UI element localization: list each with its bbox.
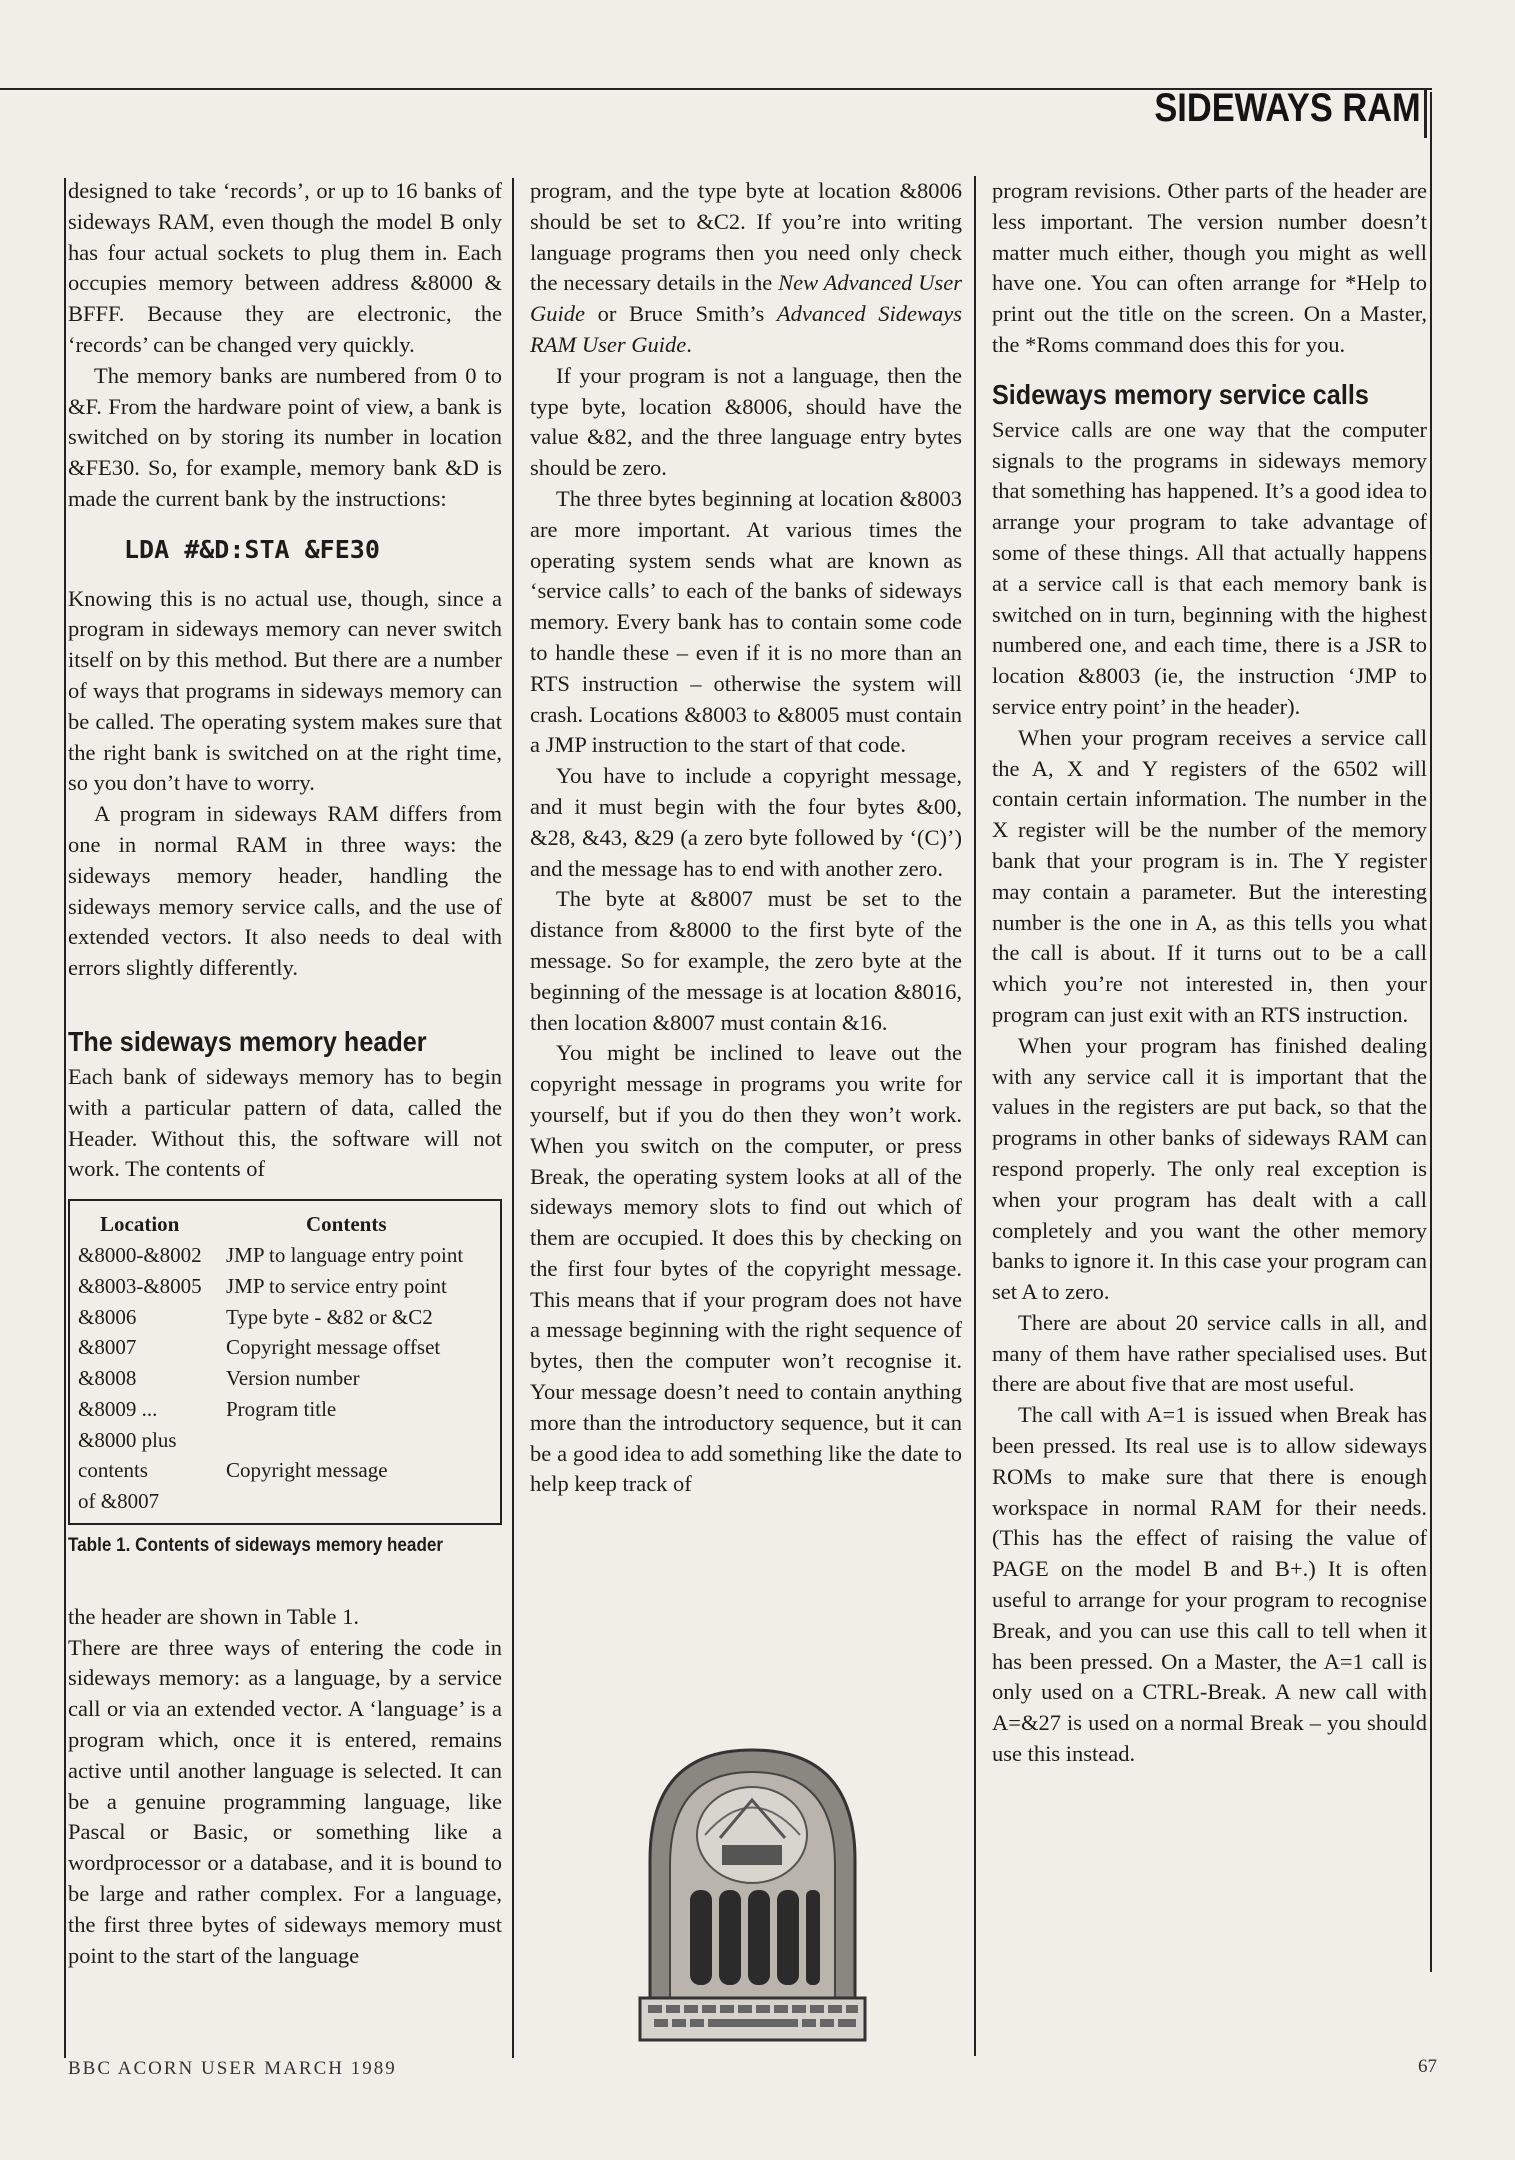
header-contents-table (68, 1199, 502, 1525)
table-cell: Copyright message (226, 1458, 388, 1483)
table-cell: &8000-&8002 (78, 1242, 202, 1267)
table-row (78, 1302, 492, 1333)
column-rule (512, 178, 514, 2058)
paragraph: You have to include a copyright message, and it must begin with the four bytes &00, &28, &43, &29 (a zero byte followed by ‘(C)’) and the message has to end with another zero. (530, 763, 962, 881)
subheading-header: The sideways memory header (68, 1025, 427, 1057)
table-cell: contents (78, 1458, 148, 1483)
section-title: SIDEWAYS RAM (1154, 86, 1421, 130)
column-header-location: Location (100, 1212, 180, 1237)
book-title: Advanced Sideways RAM User Guide (530, 301, 962, 357)
column-rule (64, 178, 66, 2058)
footer-magazine: BBC ACORN USER MARCH 1989 (68, 2058, 397, 2079)
table-caption: Table 1. Contents of sideways memory header (68, 1535, 444, 1557)
table-cell: &8009 ... (78, 1396, 158, 1421)
column-1 (68, 176, 502, 1971)
table-cell: &8006 (78, 1304, 137, 1329)
column-3 (992, 176, 1427, 1770)
paragraph (530, 176, 962, 361)
code-snippet: LDA #&D:STA &FE30 (124, 534, 380, 564)
paragraph: The call with A=1 is issued when Break has been pressed. Its real use is to allow sideways ROMs to make sure that there is enough workspace in normal RAM for their needs. (This has the effect of raising the value of PAGE on the model B and B+.) It is often useful to arrange for your program to recognise Break, and you can use this call to tell when it has been pressed. On a Master, the A=1 call is only used on a CTRL-Break. A new call with A=&27 is used on a normal Break – you should use this instead. (992, 1402, 1427, 1767)
table-cell: of &8007 (78, 1489, 160, 1514)
paragraph: If your program is not a language, then the type byte, location &8006, should have the value &82, and the three language entry bytes should be zero. (530, 362, 962, 481)
table-row (78, 1455, 492, 1486)
column-rule (974, 176, 976, 2056)
paragraph: Knowing this is no actual use, though, since a program in sideways memory can never switch itself on by this method. But there are a number of ways that programs in sideways memory can be called. The operating system makes sure that the right bank is switched on at the right time, so you don’t have to worry. (68, 585, 502, 796)
paragraph: There are three ways of entering the code in sideways memory: as a language, by a service call or via an extended vector. A ‘language’ is a program which, once it is entered, remains active until another language is selected. It can be a genuine programming language, like Pascal or Basic, or something like a wordprocessor or a database, and it is bound to be large and rather complex. For a language, the first three bytes of sideways memory must point to the start of the language (68, 1634, 502, 1968)
table-cell: &8007 (78, 1335, 137, 1360)
page-number: 67 (1418, 2056, 1437, 2077)
paragraph: Each bank of sideways memory has to begin with a particular pattern of data, called the Header. Without this, the software will not work. The contents of (68, 1063, 502, 1182)
table-cell: &8000 plus (78, 1427, 177, 1452)
text-run: . (686, 331, 692, 357)
table-row (78, 1394, 492, 1425)
paragraph: When your program has finished dealing with any service call it is important that the values in the registers are put back, so that the programs in other banks of sideways RAM can respond properly. The only real exception is when your program has dealt with a call completely and you want the other memory banks to ignore it. In this case your program can set A to zero. (992, 1032, 1427, 1305)
paragraph: The three bytes beginning at location &8003 are more important. At various times the operating system sends what are known as ‘service calls’ to each of the banks of sideways memory. Every bank has to contain some code to handle these – even if it is no more than an RTS instruction – otherwise the system will crash. Locations &8003 to &8005 must contain a JMP instruction to the start of that code. (530, 485, 962, 758)
table-cell: &8003-&8005 (78, 1273, 202, 1298)
table-cell: Version number (226, 1366, 360, 1391)
table-row (78, 1240, 492, 1271)
paragraph: When your program receives a service call the A, X and Y registers of the 6502 will contain certain information. The number in the X register will be the number of the memory bank that your program is in. The Y register may contain a parameter. But the interesting number is the one in A, as this tells you what the call is about. If it turns out to be a call which you’re not interested in, then your program can just exit with an RTS instruction. (992, 724, 1427, 1027)
table-cell: &8008 (78, 1366, 137, 1391)
table-row (78, 1486, 492, 1517)
table-header-row (78, 1209, 492, 1240)
book-title: New Advanced User Guide (530, 270, 962, 327)
table-cell: Copyright message offset (226, 1335, 441, 1360)
header-bar (1424, 88, 1427, 138)
jukebox-illustration (630, 1740, 875, 2045)
text-run: or Bruce Smith’s (585, 301, 777, 327)
column-rule (1430, 92, 1432, 1972)
table-row (78, 1271, 492, 1302)
paragraph: program revisions. Other parts of the header are less important. The version number doesn’t matter much either, though you might as well have one. You can often arrange for *Help to print out the title on the screen. On a Master, the *Roms command does this for you. (992, 178, 1427, 357)
subheading-service-calls: Sideways memory service calls (992, 378, 1369, 410)
table-cell: JMP to service entry point (226, 1273, 447, 1298)
column-2 (530, 176, 962, 1500)
text-run: program, and the type byte at location &8006 should be set to &C2. If you’re into writing language programs then you need only check the necessary details in the (530, 178, 962, 296)
paragraph: the header are shown in Table 1. (68, 1603, 360, 1629)
paragraph: The memory banks are numbered from 0 to &F. From the hardware point of view, a bank is switched on by storing its number in location &FE30. So, for example, memory bank &D is made the current bank by the instructions: (68, 362, 502, 511)
table-cell: JMP to language entry point (226, 1242, 464, 1267)
paragraph: There are about 20 service calls in all, and many of them have rather specialised uses. But there are about five that are most useful. (992, 1309, 1427, 1397)
paragraph: designed to take ‘records’, or up to 16 banks of sideways RAM, even though the model B only has four actual sockets to plug them in. Each occupies memory between address &8000 & BFFF. Because they are electronic, the ‘records’ can be changed very quickly. (68, 178, 502, 357)
table-row (78, 1363, 492, 1394)
paragraph: A program in sideways RAM differs from one in normal RAM in three ways: the sideways memory header, handling the sideways memory service calls, and the use of extended vectors. It also needs to deal with errors slightly differently. (68, 801, 502, 981)
column-header-contents: Contents (306, 1212, 387, 1237)
paragraph: Service calls are one way that the computer signals to the programs in sideways memory that something has happened. It’s a good idea to arrange your program to take advantage of some of these things. All that actually happens at a service call is that each memory bank is switched on in turn, beginning with the highest numbered one, and each time, there is a JSR to location &8003 (ie, the instruction ‘JMP to service entry point’ in the header). (992, 416, 1427, 719)
paragraph: The byte at &8007 must be set to the distance from &8000 to the first byte of the message. So for example, the zero byte at the beginning of the message is at location &8016, then location &8007 must contain &16. (530, 886, 962, 1035)
table-cell: Program title (226, 1396, 337, 1421)
table-row (78, 1425, 492, 1456)
paragraph: You might be inclined to leave out the copyright message in programs you write for yourself, but if you do then they won’t work. When you switch on the computer, or press Break, the operating system looks at all of the sideways memory slots to find out which of them are occupied. It does this by checking on the first four bytes of the copyright message. This means that if your program does not have a message beginning with the right sequence of bytes, then the computer won’t recognise it. Your message doesn’t need to contain anything more than the introductory sequence, but it can be a good idea to add something like the date to help keep track of (530, 1040, 962, 1497)
table-cell: Type byte - &82 or &C2 (226, 1304, 433, 1329)
table-row (78, 1332, 492, 1363)
